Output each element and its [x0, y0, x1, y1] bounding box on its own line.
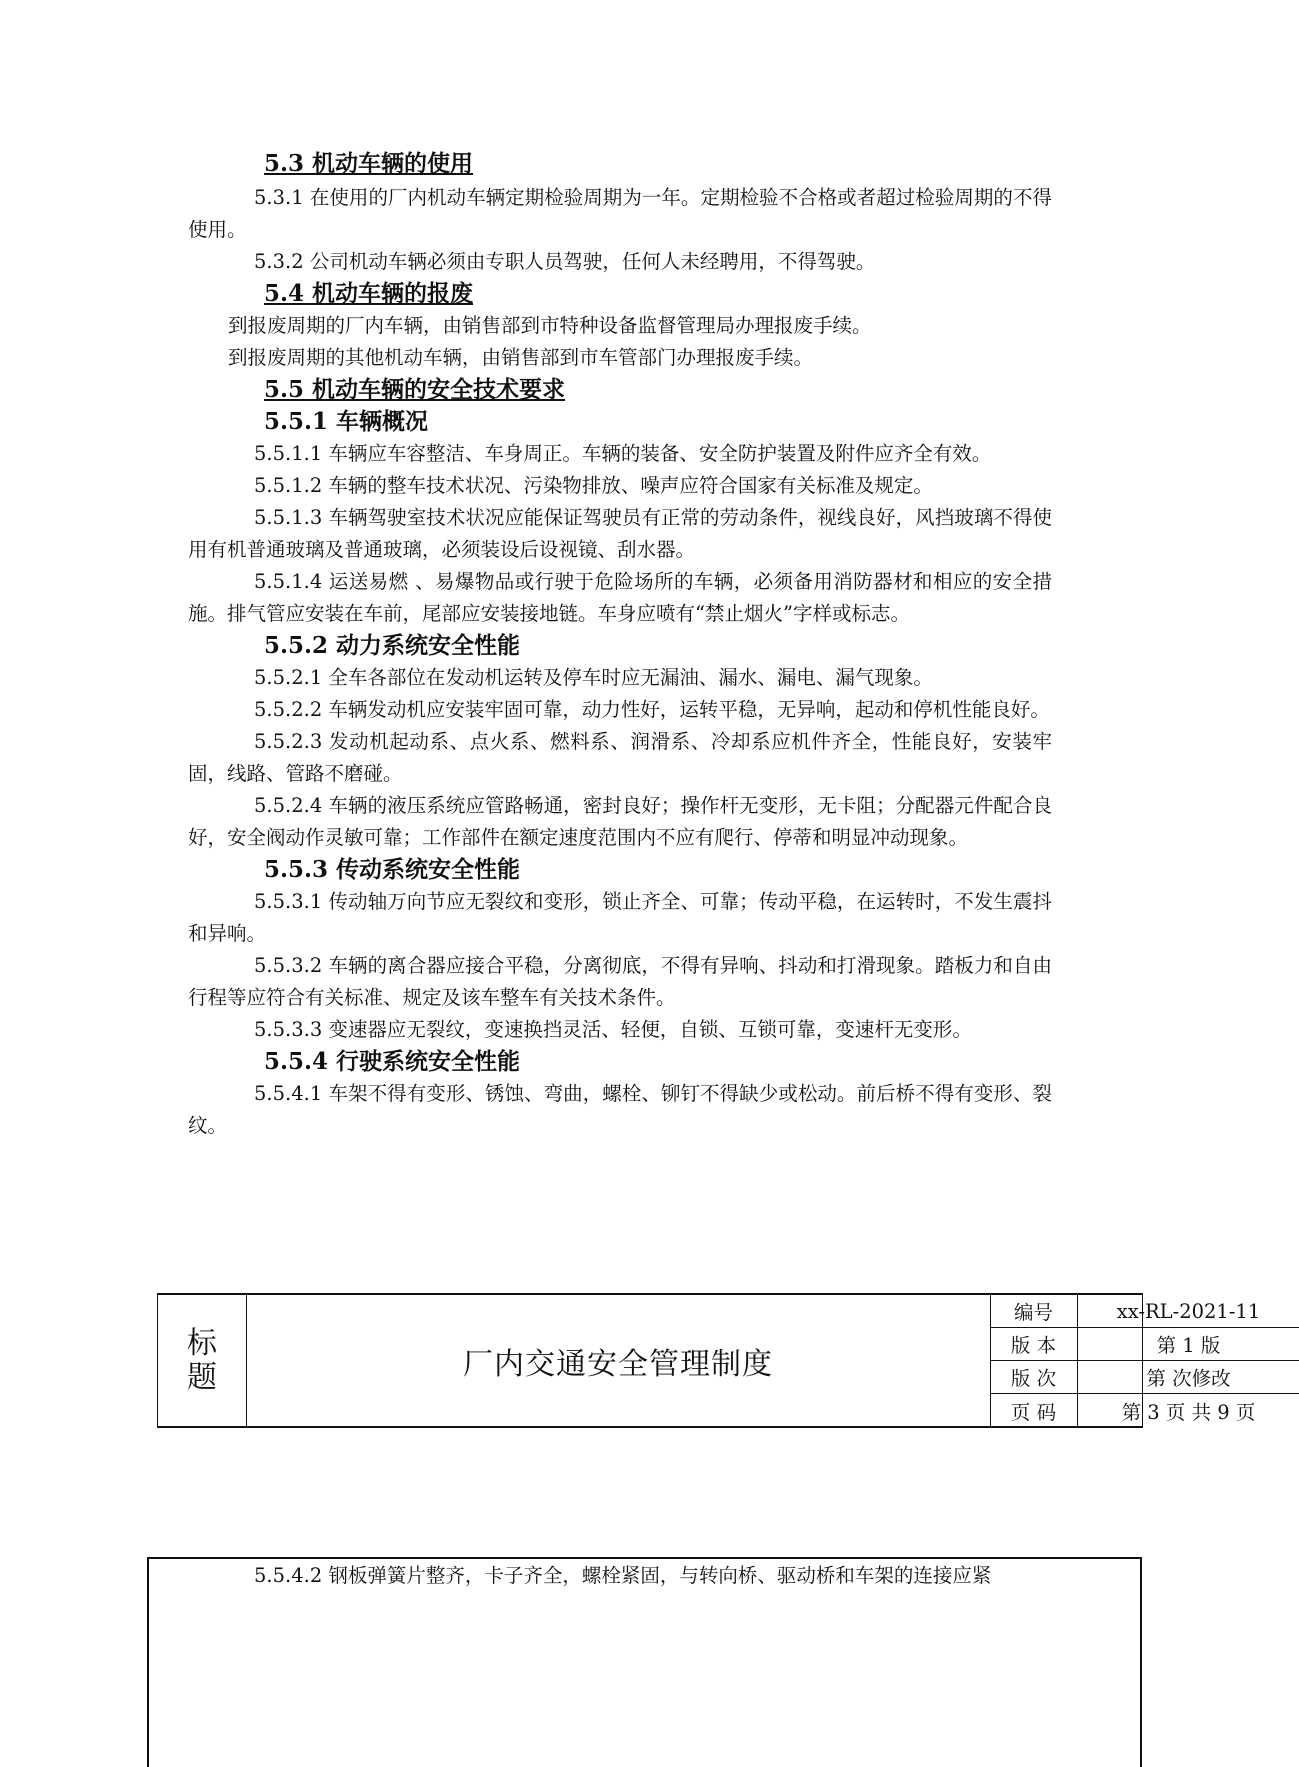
- paragraph: 5.5.3.2 车辆的离合器应接合平稳，分离彻底，不得有异响、抖动和打滑现象。踏板力和自由行程等应符合有关标准、规定及该车整车有关技术条件。: [188, 954, 1052, 1009]
- next-page-paragraph: 5.5.4.2 钢板弹簧片整齐，卡子齐全，螺栓紧固，与转向桥、驱动桥和车架的连接应紧: [254, 1564, 992, 1587]
- meta-key: 页 码: [990, 1394, 1078, 1427]
- paragraph: 5.5.2.1 全车各部位在发动机运转及停车时应无漏油、漏水、漏电、漏气现象。: [254, 666, 933, 689]
- document-title: 厂内交通安全管理制度: [246, 1295, 991, 1426]
- paragraph: 5.3.2 公司机动车辆必须由专职人员驾驶，任何人未经聘用，不得驾驶。: [254, 250, 876, 273]
- paragraph: 5.5.1.2 车辆的整车技术状况、污染物排放、噪声应符合国家有关标准及规定。: [254, 474, 933, 497]
- paragraph: 5.5.3.1 传动轴万向节应无裂纹和变形，锁止齐全、可靠；传动平稳，在运转时，不发生震抖和异响。: [188, 890, 1052, 945]
- paragraph: 5.3.1 在使用的厂内机动车辆定期检验周期为一年。定期检验不合格或者超过检验周期的不得使用。: [188, 186, 1052, 241]
- heading-5-5-2: 5.5.2 动力系统安全性能: [264, 632, 521, 659]
- meta-row-page: [990, 1394, 1299, 1427]
- heading-5-5: 5.5 机动车辆的安全技术要求: [264, 376, 566, 403]
- paragraph: 5.5.4.1 车架不得有变形、锈蚀、弯曲，螺栓、铆钉不得缺少或松动。前后桥不得有变形、裂纹。: [188, 1082, 1052, 1137]
- paragraph: 5.5.2.4 车辆的液压系统应管路畅通，密封良好；操作杆无变形，无卡阻；分配器元件配合良好，安全阀动作灵敏可靠；工作部件在额定速度范围内不应有爬行、停蒂和明显冲动现象。: [188, 794, 1052, 849]
- meta-value: 第 3 页 共 9 页: [1121, 1400, 1256, 1424]
- meta-value: xx-RL-2021-11: [1116, 1299, 1261, 1323]
- meta-key: 版 本: [990, 1328, 1078, 1360]
- paragraph: 5.5.2.2 车辆发动机应安装牢固可靠，动力性好，运转平稳，无异响，起动和停机性能良好。: [254, 698, 1050, 721]
- title-label-char: 题: [187, 1359, 217, 1395]
- meta-row-revision: [990, 1361, 1299, 1394]
- meta-table: [990, 1295, 1299, 1426]
- title-label-cell: [158, 1295, 247, 1426]
- meta-key: 版 次: [990, 1361, 1078, 1393]
- meta-key: 编号: [990, 1295, 1078, 1327]
- heading-5-4: 5.4 机动车辆的报废: [264, 280, 474, 307]
- title-label-char: 标: [187, 1325, 217, 1361]
- paragraph: 5.5.3.3 变速器应无裂纹，变速换挡灵活、轻便，自锁、互锁可靠，变速杆无变形。: [254, 1018, 972, 1041]
- meta-value: 第 次修改: [1146, 1367, 1231, 1390]
- document-body: [188, 148, 1052, 1142]
- paragraph: 5.5.2.3 发动机起动系、点火系、燃料系、润滑系、冷却系应机件齐全，性能良好，安装牢固，线路、管路不磨碰。: [188, 730, 1052, 785]
- footer-title-table: [157, 1293, 1261, 1428]
- paragraph: 到报废周期的其他机动车辆，由销售部到市车管部门办理报废手续。: [228, 346, 814, 369]
- heading-5-3: 5.3 机动车辆的使用: [264, 150, 474, 177]
- meta-value: 第 1 版: [1156, 1334, 1221, 1357]
- heading-5-5-3: 5.5.3 传动系统安全性能: [264, 856, 521, 883]
- meta-row-edition: [990, 1328, 1299, 1361]
- paragraph: 5.5.1.4 运送易燃 、易爆物品或行驶于危险场所的车辆，必须备用消防器材和相应的安全措施。排气管应安装在车前，尾部应安装接地链。车身应喷有“禁止烟火”字样或标志。: [188, 570, 1052, 625]
- paragraph: 5.5.1.3 车辆驾驶室技术状况应能保证驾驶员有正常的劳动条件，视线良好，风挡玻璃不得使用有机普通玻璃及普通玻璃，必须装设后设视镜、刮水器。: [188, 506, 1052, 561]
- paragraph: 5.5.1.1 车辆应车容整洁、车身周正。车辆的装备、安全防护装置及附件应齐全有效。: [254, 442, 992, 465]
- heading-5-5-1: 5.5.1 车辆概况: [264, 408, 429, 435]
- heading-5-5-4: 5.5.4 行驶系统安全性能: [264, 1048, 521, 1075]
- paragraph: 到报废周期的厂内车辆，由销售部到市特种设备监督管理局办理报废手续。: [228, 314, 872, 337]
- meta-row-code: [990, 1295, 1299, 1328]
